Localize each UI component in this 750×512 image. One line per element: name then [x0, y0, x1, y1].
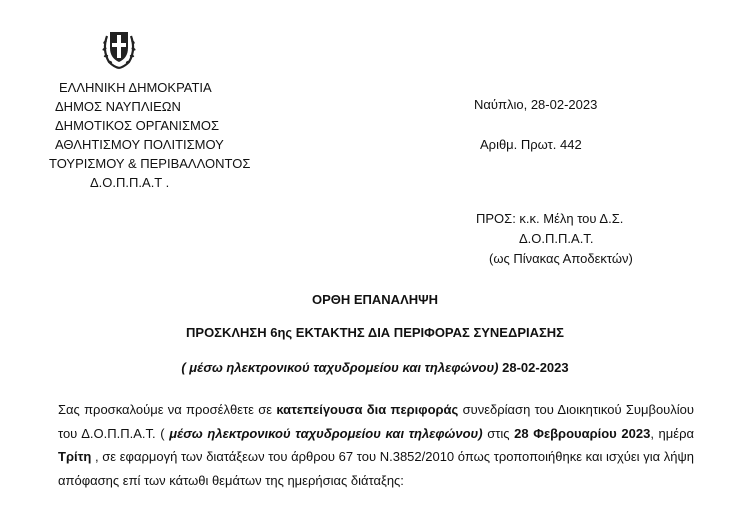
body-method-italic: μέσω ηλεκτρονικού ταχυδρομείου και τηλεφώνου) [169, 425, 483, 441]
body-bold-urgent: κατεπείγουσα δια περιφοράς [276, 402, 459, 417]
heading-invitation: ΠΡΟΣΚΛΗΣΗ 6ης ΕΚΤΑΚΤΗΣ ΔΙΑ ΠΕΡΙΦΟΡΑΣ ΣΥΝΕΔΡΙΑΣΗΣ [186, 325, 564, 340]
recipients-line: Δ.Ο.Π.Π.Α.Τ. [519, 231, 594, 246]
heading-method [0, 360, 750, 375]
heading-correction: ΟΡΘΗ ΕΠΑΝΑΛΗΨΗ [311, 292, 439, 307]
heading-method-date: 28-02-2023 [498, 360, 569, 375]
recipients-line: ΠΡΟΣ: κ.κ. Μέλη του Δ.Σ. [476, 211, 624, 226]
issuer-line: ΔΗΜΟΣ ΝΑΥΠΛΙΕΩΝ [55, 99, 181, 114]
body-text: , σε εφαρμογή των διατάξεων του άρθρου 67 του Ν.3852/2010 όπως τροποποιήθηκε και ισχύει για λήψη απόφασης επί των κάτωθι θεμάτων της ημερήσιας διάταξης: [58, 449, 694, 488]
body-text: Σας προσκαλούμε να προσέλθετε σε [58, 402, 277, 417]
body-bold-date: 28 Φεβρουαρίου 2023 [514, 425, 651, 441]
issuer-line: Δ.Ο.Π.Π.Α.Τ . [90, 175, 170, 190]
body-bold-italic-method [169, 426, 482, 441]
heading-method-italic: ( μέσω ηλεκτρονικού ταχυδρομείου και τηλεφώνου) [181, 360, 499, 375]
issuer-line: ΕΛΛΗΝΙΚΗ ΔΗΜΟΚΡΑΤΙΑ [59, 80, 212, 95]
body-text: στις [482, 425, 515, 441]
coat-of-arms-emblem [100, 26, 138, 70]
recipients-line: (ως Πίνακας Αποδεκτών) [489, 251, 633, 266]
issuer-line: ΤΟΥΡΙΣΜΟΥ & ΠΕΡΙΒΑΛΛΟΝΤΟΣ [49, 156, 251, 171]
body-paragraph [58, 398, 694, 492]
issuer-line: ΑΘΛΗΤΙΣΜΟΥ ΠΟΛΙΤΙΣΜΟΥ [55, 137, 224, 152]
protocol-number: Αριθμ. Πρωτ. 442 [480, 137, 582, 152]
body-text: , ημέρα [650, 425, 694, 441]
issuer-line: ΔΗΜΟΤΙΚΟΣ ΟΡΓΑΝΙΣΜΟΣ [55, 118, 220, 133]
body-bold-day: Τρίτη [58, 449, 92, 464]
place-date: Ναύπλιο, 28-02-2023 [474, 97, 598, 112]
body-text: συνεδρίαση του Διοικητικού Συμβουλίου του Δ.Ο.Π.Π.Α.Τ. ( [58, 402, 695, 441]
